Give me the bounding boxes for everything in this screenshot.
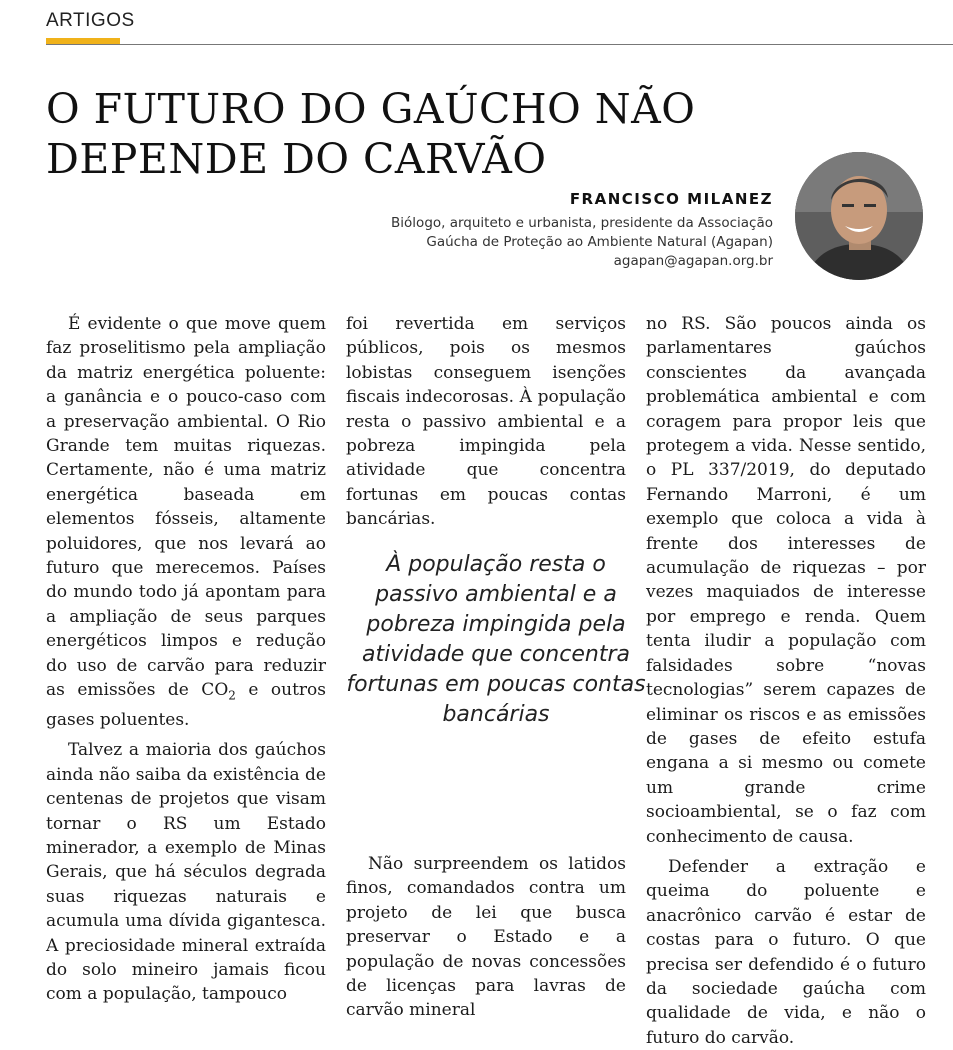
body-column-2-bottom (346, 852, 626, 1023)
body-column-1 (46, 312, 326, 1007)
author-role-line1: Biólogo, arquiteto e urbanista, presidente da Associação (391, 215, 773, 231)
paragraph: foi revertida em serviços públicos, pois os mesmos lobistas conseguem isenções fiscais indecorosas. À população resta o passivo ambiental e a pobreza impingida pela atividade que concentra fortunas em poucas contas bancárias. (346, 314, 626, 530)
section-tag: ARTIGOS (46, 10, 135, 31)
pull-quote: À população resta o passivo ambiental e a pobreza impingida pela atividade que concentra fortunas em poucas contas bancárias (346, 552, 646, 727)
author-block (213, 190, 773, 271)
section-rule (46, 44, 953, 45)
paragraph: Talvez a maioria dos gaúchos ainda não saiba da existência de centenas de projetos que visam tornar o RS um Estado minerador, a exemplo de Minas Gerais, que há séculos degrada suas riquezas naturais e acumula uma dívida gigantesca. A preciosidade mineral extraída do solo mineiro jamais ficou com a população, tampouco (46, 740, 326, 1005)
paragraph: É evidente o que move quem faz proselitismo pela ampliação da matriz energética poluente: a ganância e o pouco-caso com a preservação ambiental. O Rio Grande tem muitas riquezas. Certamente, não é uma matriz energética baseada em elementos fósseis, altamente poluidores, que nos levará ao futuro que merecemos. Países do mundo todo já apontam para a ampliação de seus parques energéticos limpos e redução do uso de carvão para reduzir as emissões de $CO_2$ e outros gases poluentes. (46, 314, 326, 730)
paragraph: Defender a extração e queima do poluente e anacrônico carvão é estar de costas para o futuro. O que precisa ser defendido é o futuro da sociedade gaúcha com qualidade de vida, e não o futuro do carvão. (646, 856, 926, 1048)
author-name: FRANCISCO MILANEZ (569, 190, 773, 208)
author-role-line2: Gaúcha de Proteção ao Ambiente Natural (Agapan) (426, 234, 773, 250)
author-email[interactable]: agapan@agapan.org.br (613, 253, 773, 269)
author-portrait (795, 152, 923, 280)
body-column-3 (646, 312, 926, 1050)
paragraph: no RS. São poucos ainda os parlamentares gaúchos conscientes da avançada problemática ambiental e com coragem para propor leis que protegem a vida. Nesse sentido, o PL 337/2019, do deputado Fernando Marroni, é um exemplo que coloca a vida à frente dos interesses de acumulação de riquezas – por vezes maquiados de interesse por emprego e renda. Quem tenta iludir a população com falsidades sobre “novas tecnologias” serem capazes de eliminar os riscos e as emissões de gases de efeito estufa engana a si mesmo ou comete um grande crime socioambiental, se o faz com conhecimento de causa. (646, 314, 926, 847)
body-column-2-top (346, 312, 626, 532)
headline: O FUTURO DO GAÚCHO NÃO DEPENDE DO CARVÃO (46, 85, 696, 183)
portrait-illustration (795, 152, 923, 280)
paragraph: Não surpreendem os latidos finos, comandados contra um projeto de lei que busca preservar o Estado e a população de novas concessões de licenças para lavras de carvão mineral (346, 854, 626, 1021)
